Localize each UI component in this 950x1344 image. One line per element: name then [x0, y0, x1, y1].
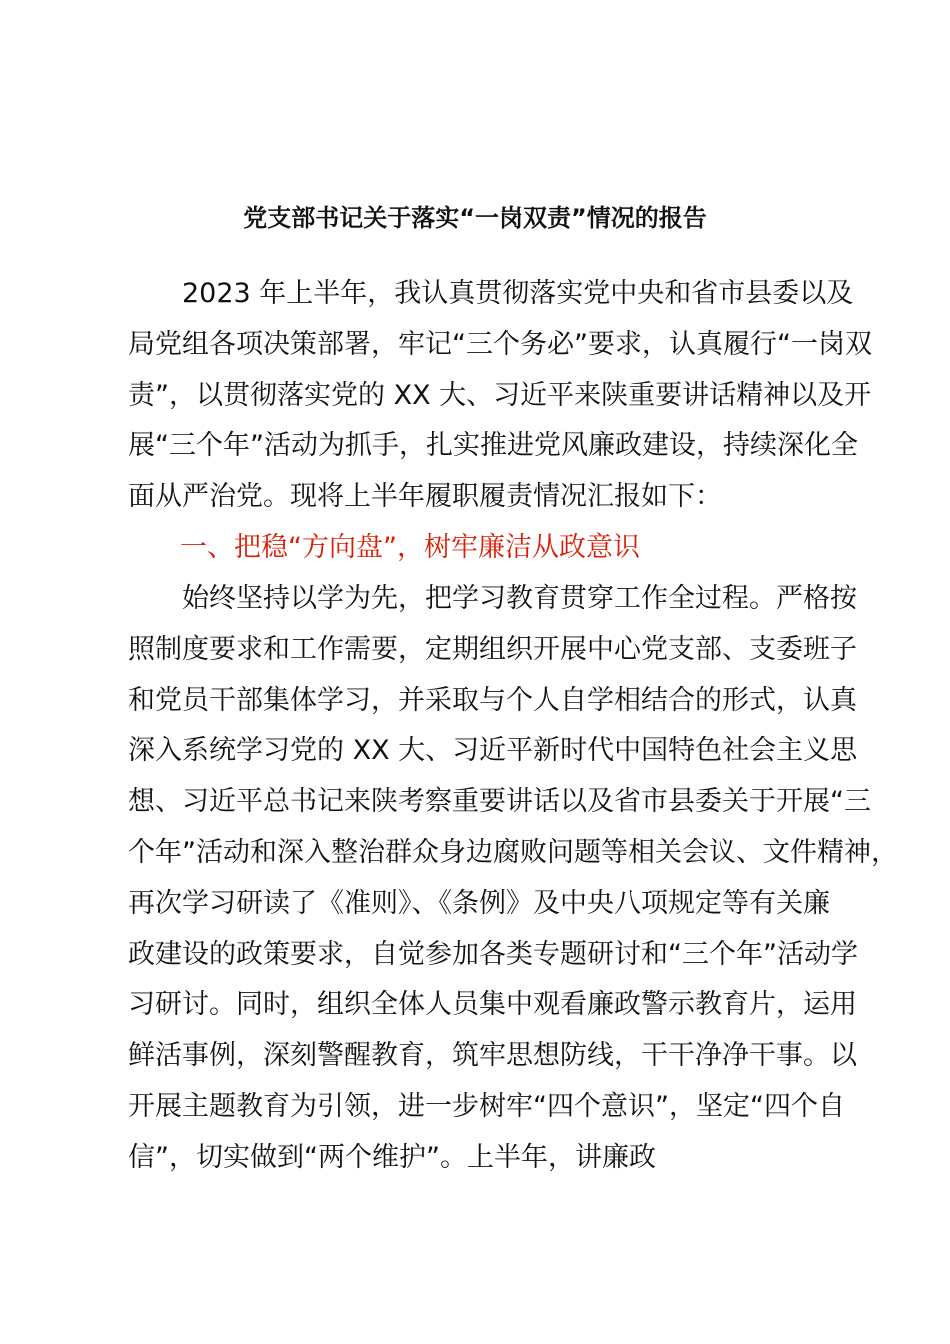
paragraph-line: 2023 年上半年，我认真贯彻落实党中央和省市县委以及 [182, 278, 854, 309]
paragraph-line: 面从严治党。现将上半年履职履责情况汇报如下： [128, 481, 722, 513]
section-heading-1: 一、把稳“方向盘”，树牢廉洁从政意识 [180, 532, 640, 563]
paragraph-line: 习研讨。同时，组织全体人员集中观看廉政警示教育片，运用 [128, 989, 857, 1021]
intro-paragraph [128, 269, 872, 523]
paragraph-line: 局党组各项决策部署，牢记“三个务必”要求，认真履行“一岗双 [128, 328, 872, 360]
paragraph-line: 和党员干部集体学习，并采取与个人自学相结合的形式，认真 [128, 684, 857, 716]
paragraph-line: 政建设的政策要求，自觉参加各类专题研讨和“三个年”活动学 [128, 938, 858, 970]
paragraph-line: 鲜活事例，深刻警醒教育，筑牢思想防线，干干净净干事。以 [128, 1040, 857, 1072]
section1-paragraph [128, 574, 898, 1184]
paragraph-line: 想、习近平总书记来陕考察重要讲话以及省市县委关于开展“三 [128, 786, 871, 818]
paragraph-line: 始终坚持以学为先，把学习教育贯穿工作全过程。严格按 [182, 583, 857, 614]
paragraph-line: 照制度要求和工作需要，定期组织开展中心党支部、支委班子 [128, 633, 857, 665]
paragraph-line: 责”，以贯彻落实党的 XX 大、习近平来陕重要讲话精神以及开 [128, 379, 872, 411]
paragraph-line: 再次学习研读了《准则》、《条例》及中央八项规定等有关廉 [128, 887, 830, 919]
paragraph-line: 深入系统学习党的 XX 大、习近平新时代中国特色社会主义思 [128, 735, 858, 767]
paragraph-line: 个年”活动和深入整治群众身边腐败问题等相关会议、文件精神， [128, 836, 898, 868]
paragraph-line: 信”，切实做到“两个维护”。上半年，讲廉政 [128, 1141, 656, 1173]
paragraph-line: 展“三个年”活动为抓手，扎实推进党风廉政建设，持续深化全 [128, 430, 858, 462]
paragraph-line: 开展主题教育为引领，进一步树牢“四个意识”，坚定“四个自 [128, 1090, 845, 1122]
document-title: 党支部书记关于落实“一岗双责”情况的报告 [243, 204, 707, 232]
